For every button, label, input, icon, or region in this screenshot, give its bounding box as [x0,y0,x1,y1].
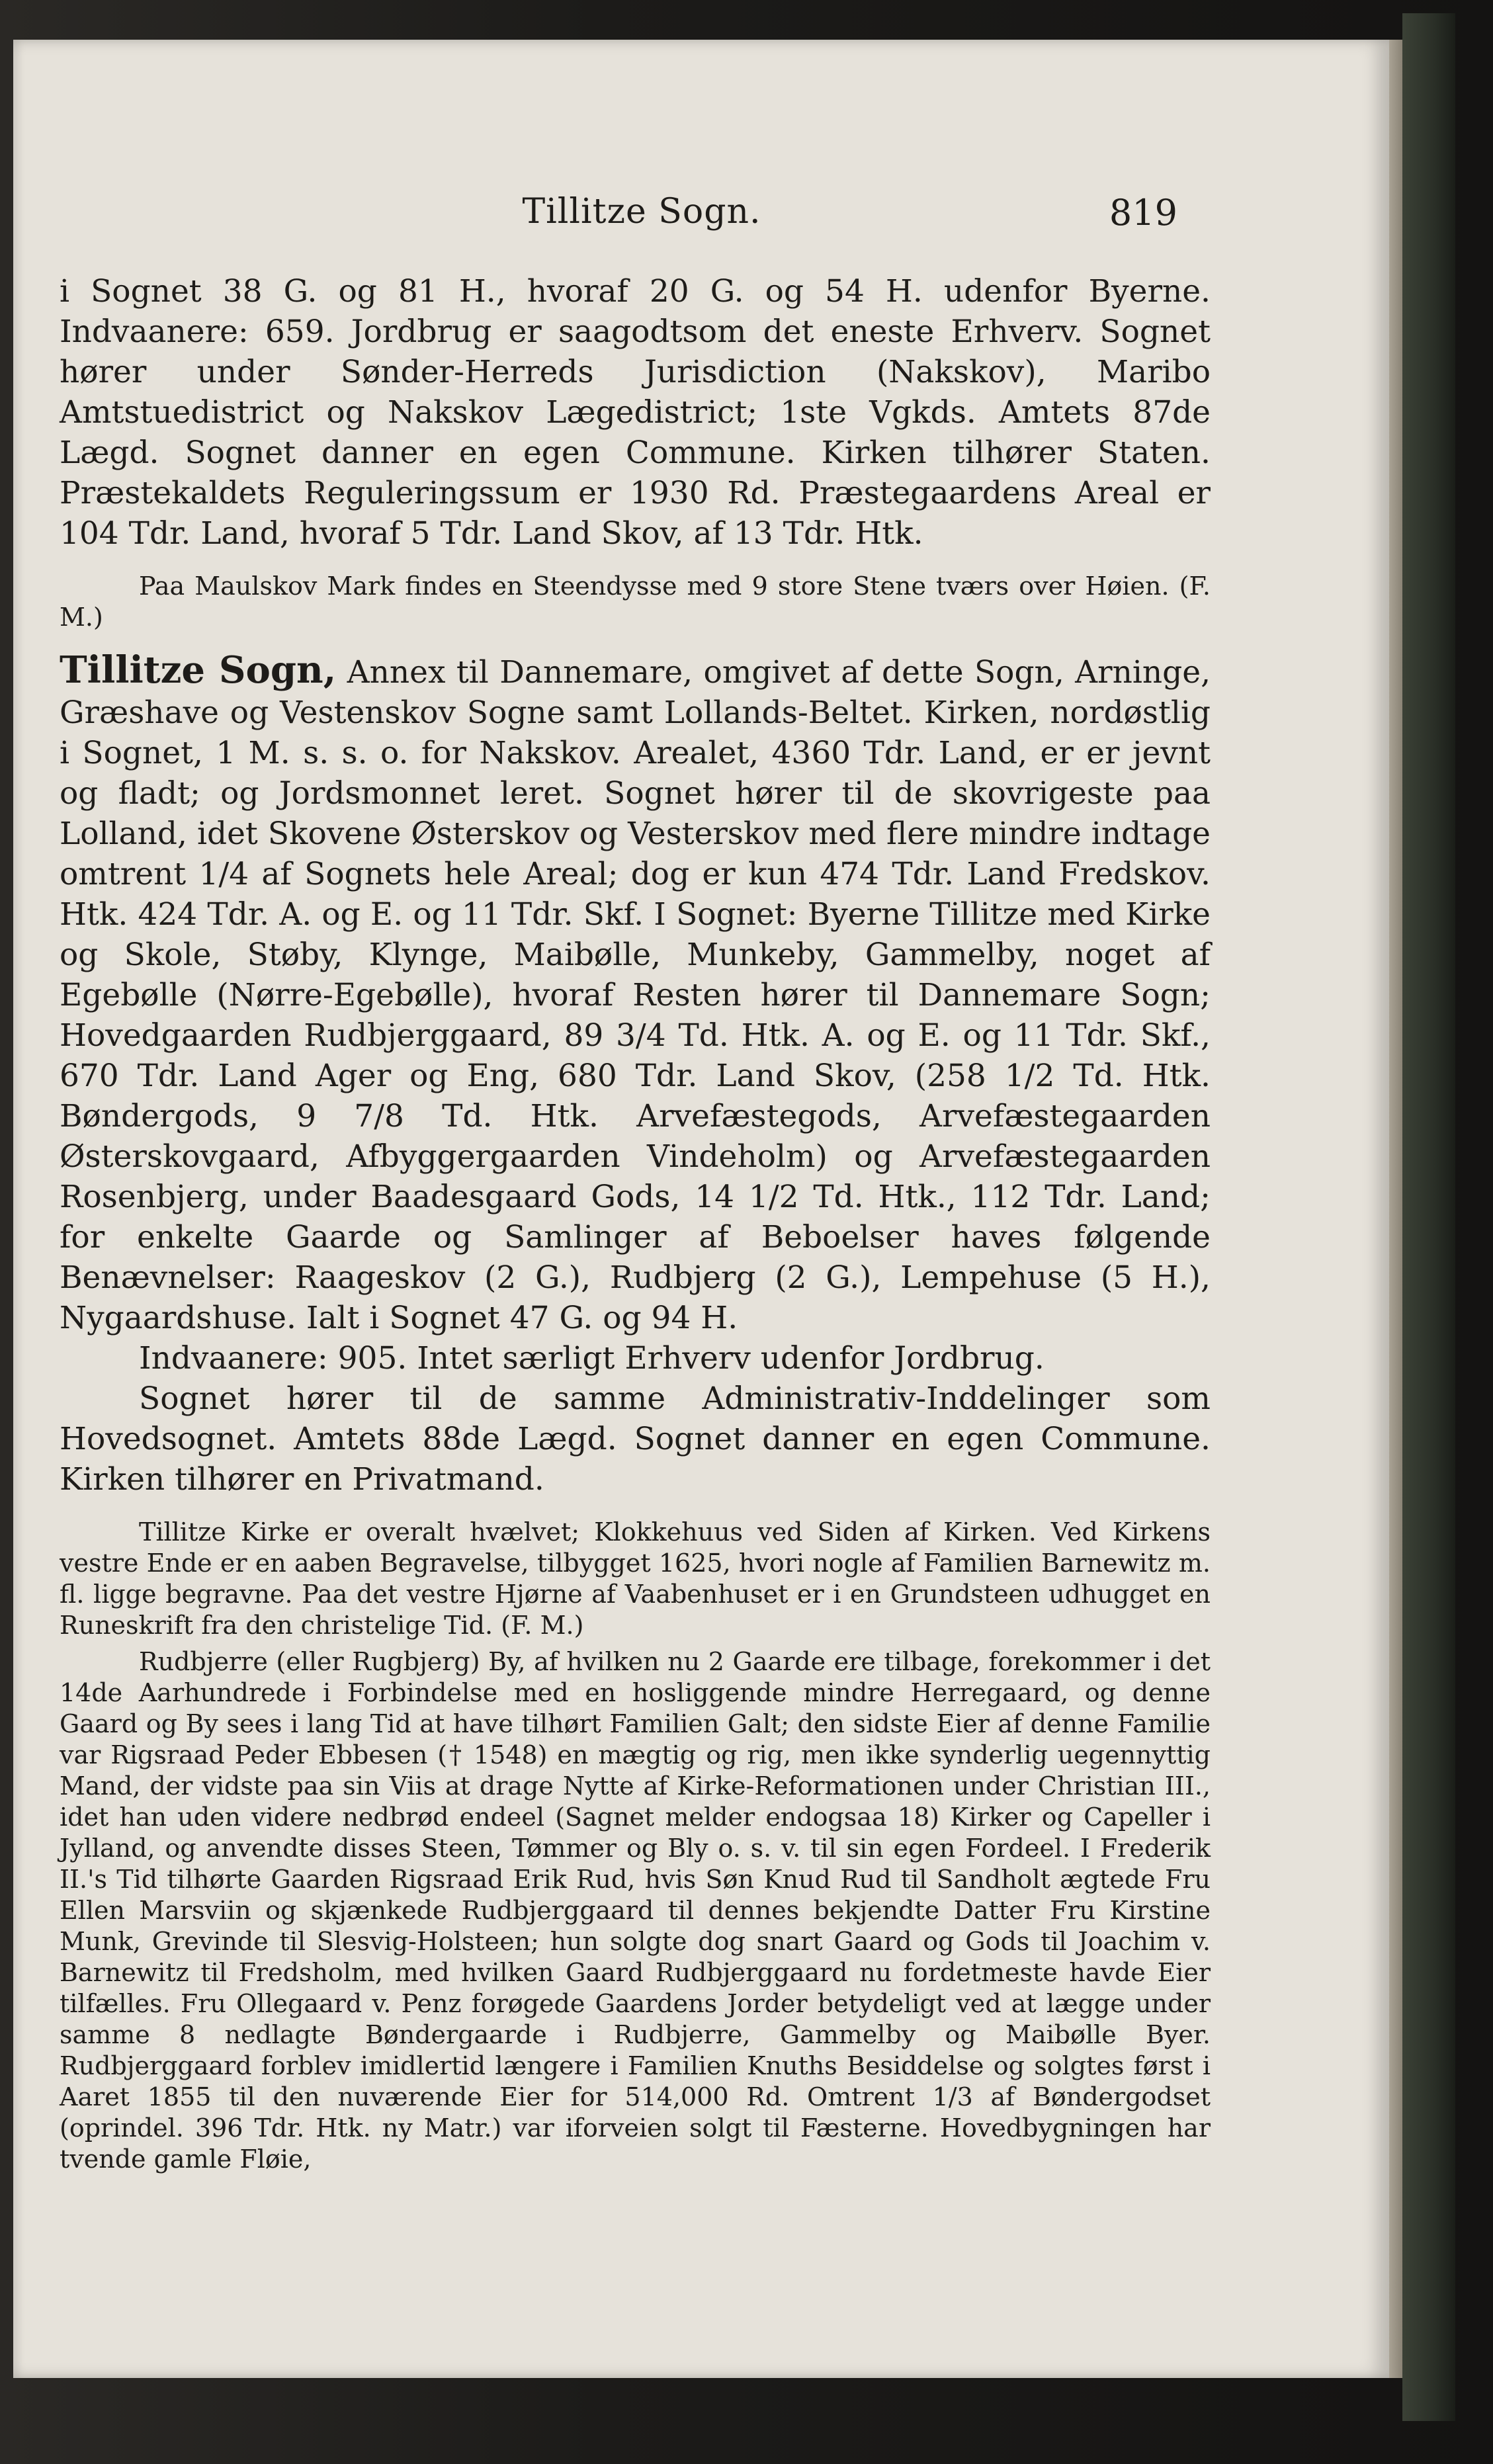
paragraph-administration: Sognet hører til de samme Administrativ-Inddelinger som Hovedsognet. Amtets 88de Lægd. Sognet danner en egen Commune. Kirken tilhører en Privatmand. [60,1381,1211,1498]
paragraph-tillitze-sogn [60,650,1211,1338]
page-header [106,192,1177,245]
section-heading: Tillitze Sogn, [60,648,337,692]
note-steendysse: Paa Maulskov Mark findes en Steendysse med 9 store Stene tværs over Høien. (F. M.) [60,572,1211,632]
note-church: Tillitze Kirke er overalt hvælvet; Klokkehuus ved Siden af Kirken. Ved Kirkens vestre Ende er en aaben Begravelse, tilbygget 1625, hvori nogle af Familien Barnewitz m. fl. ligge begravne. Paa det vestre Hjørne af Vaabenhuset er i en Grundsteen udhugget en Runeskrift fra den christelige Tid. (F. M.) [60,1517,1211,1640]
paragraph-inhabitants: Indvaanere: 905. Intet særligt Erhverv udenfor Jordbrug. [139,1340,1045,1377]
page-number: 819 [1109,192,1177,234]
running-head: Tillitze Sogn. [522,192,761,232]
book-cover-edge [1402,13,1455,2421]
paragraph-parish-details: i Sognet 38 G. og 81 H., hvoraf 20 G. og 54 H. udenfor Byerne. Indvaanere: 659. Jordbrug er saagodtsom det eneste Erhverv. Sognet hører under Sønder-Herreds Jurisdiction (Nakskov), Maribo Amtstuedistrict og Nakskov Lægedistrict; 1ste Vgkds. Amtets 87de Lægd. Sognet danner en egen Commune. Kirken tilhører Staten. Præstekaldets Reguleringssum er 1930 Rd. Præstegaardens Areal er 104 Tdr. Land, hvoraf 5 Tdr. Land Skov, af 13 Tdr. Htk. [60,273,1211,552]
page-body [60,271,1211,2175]
note-rudbjerre: Rudbjerre (eller Rugbjerg) By, af hvilken nu 2 Gaarde ere tilbage, forekommer i det 14de Aarhundrede i Forbindelse med en hosliggende mindre Herregaard, og denne Gaard og By sees i lang Tid at have tilhørt Familien Galt; den sidste Eier af denne Familie var Rigsraad Peder Ebbesen († 1548) en mægtig og rig, men ikke synderlig uegennyttig Mand, der vidste paa sin Viis at drage Nytte af Kirke-Reformationen under Christian III., idet han uden videre nedbrød endeel (Sagnet melder endogsaa 18) Kirker og Capeller i Jylland, og anvendte disses Steen, Tømmer og Bly o. s. v. til sin egen Fordeel. I Frederik II.'s Tid tilhørte Gaarden Rigsraad Erik Rud, hvis Søn Knud Rud til Sandholt ægtede Fru Ellen Marsviin og skjænkede Rudbjerggaard til dennes bekjendte Datter Fru Kirstine Munk, Grevinde til Slesvig-Holsteen; hun solgte dog snart Gaard og Gods til Joachim v. Barnewitz til Fredsholm, med hvilken Gaard Rudbjerggaard nu fordetmeste havde Eier tilfælles. Fru Ollegaard v. Penz forøgede Gaardens Jorder betydeligt ved at lægge under samme 8 nedlagte Bøndergaarde i Rudbjerre, Gammelby og Maibølle Byer. Rudbjerggaard forblev imidlertid længere i Familien Knuths Besiddelse og solgtes først i Aaret 1855 til den nuværende Eier for 514,000 Rd. Omtrent 1/3 af Bøndergodset (oprindel. 396 Tdr. Htk. ny Matr.) var iforveien solgt til Fæsterne. Hovedbygningen har tvende gamle Fløie, [60,1647,1211,2174]
section-body: Annex til Dannemare, omgivet af dette Sogn, Arninge, Græshave og Vestenskov Sogne samt Lollands-Beltet. Kirken, nordøstlig i Sognet, 1 M. s. s. o. for Nakskov. Arealet, 4360 Tdr. Land, er er jevnt og fladt; og Jordsmonnet leret. Sognet hører til de skovrigeste paa Lolland, idet Skovene Østerskov og Vesterskov med flere mindre indtage omtrent 1/4 af Sognets hele Areal; dog er kun 474 Tdr. Land Fredskov. Htk. 424 Tdr. A. og E. og 11 Tdr. Skf. I Sognet: Byerne Tillitze med Kirke og Skole, Støby, Klynge, Maibølle, Munkeby, Gammelby, noget af Egebølle (Nørre-Egebølle), hvoraf Resten hører til Dannemare Sogn; Hovedgaarden Rudbjerggaard, 89 3/4 Td. Htk. A. og E. og 11 Tdr. Skf., 670 Tdr. Land Ager og Eng, 680 Tdr. Land Skov, (258 1/2 Td. Htk. Bøndergods, 9 7/8 Td. Htk. Arvefæstegods, Arvefæstegaarden Østerskovgaard, Afbyggergaarden Vindeholm) og Arvefæstegaarden Rosenbjerg, under Baadesgaard Gods, 14 1/2 Td. Htk., 112 Tdr. Land; for enkelte Gaarde og Samlinger af Beboelser haves følgende Benævnelser: Raageskov (2 G.), Rudbjerg (2 G.), Lempehuse (5 H.), Nygaardshuse. Ialt i Sognet 47 G. og 94 H. [60,654,1211,1336]
